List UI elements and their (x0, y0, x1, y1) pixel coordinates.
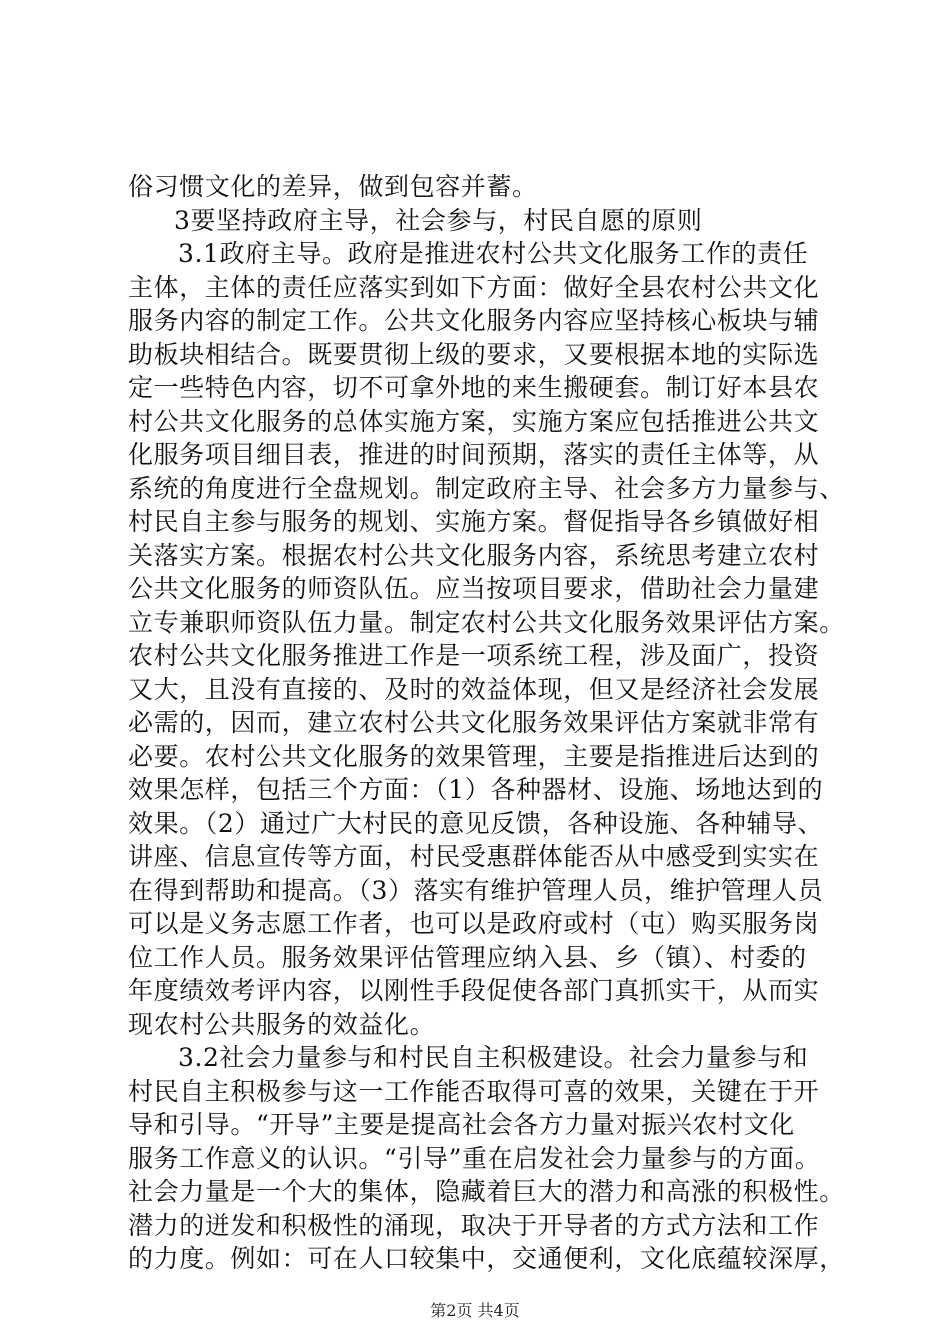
section-heading: 3要坚持政府主导，社会参与，村民自愿的原则 (174, 205, 703, 235)
body-line: 效果。（2）通过广大村民的意见反馈，各种设施、各种辅导、 (128, 808, 824, 838)
body-line: 主体，主体的责任应落实到如下方面：做好全县农村公共文化 (128, 272, 820, 302)
body-line: 服务内容的制定工作。公共文化服务内容应坚持核心板块与辅 (128, 306, 820, 335)
body-line: 俗习惯文化的差异，做到包容并蓄。 (128, 172, 538, 201)
body-line: 村民自主积极参与这一工作能否取得可喜的效果，关键在于开 (128, 1076, 820, 1106)
body-line: 化服务项目细目表，推进的时间预期，落实的责任主体等，从 (128, 440, 820, 469)
body-line: 效果怎样，包括三个方面：（1）各种器材、设施、场地达到的 (128, 775, 824, 804)
document-body (128, 170, 845, 1276)
body-line: 服务工作意义的认识。“引导”重在启发社会力量参与的方面。 (128, 1143, 821, 1173)
body-line: 社会力量是一个大的集体，隐藏着巨大的潜力和高涨的积极性。 (128, 1177, 845, 1206)
body-line: 定一些特色内容，切不可拿外地的来生搬硬套。制订好本县农 (128, 373, 820, 402)
body-line: 的力度。例如：可在人口较集中，交通便利，文化底蕴较深厚， (128, 1244, 845, 1273)
body-line: 公共文化服务的师资队伍。应当按项目要求，借助社会力量建 (128, 574, 820, 603)
body-line: 潜力的迸发和积极性的涌现，取决于开导者的方式方法和工作 (128, 1210, 820, 1240)
body-line: 必要。农村公共文化服务的效果管理，主要是指推进后达到的 (128, 741, 820, 771)
body-line: 导和引导。“开导”主要是提高社会各方力量对振兴农村文化 (128, 1110, 795, 1139)
body-line: 立专兼职师资队伍力量。制定农村公共文化服务效果评估方案。 (128, 607, 845, 637)
body-line: 助板块相结合。既要贯彻上级的要求，又要根据本地的实际选 (128, 339, 820, 369)
body-line: 农村公共文化服务推进工作是一项系统工程，涉及面广，投资 (128, 641, 820, 670)
body-line: 村公共文化服务的总体实施方案，实施方案应包括推进公共文 (128, 406, 820, 436)
body-line: 必需的，因而，建立农村公共文化服务效果评估方案就非常有 (128, 708, 820, 737)
body-line: 可以是义务志愿工作者，也可以是政府或村（屯）购买服务岗 (128, 909, 820, 938)
body-line: 村民自主参与服务的规划、实施方案。督促指导各乡镇做好相 (128, 507, 820, 536)
subsection-start-line: 3.1政府主导。政府是推进农村公共文化服务工作的责任 (178, 239, 809, 268)
body-line: 位工作人员。服务效果评估管理应纳入县、乡（镇）、村委的 (128, 942, 807, 972)
body-line: 又大，且没有直接的、及时的效益体现，但又是经济社会发展 (128, 674, 820, 704)
subsection-start-line: 3.2社会力量参与和村民自主积极建设。社会力量参与和 (178, 1043, 809, 1072)
body-line: 在得到帮助和提高。（3）落实有维护管理人员，维护管理人员 (128, 875, 824, 905)
body-line: 现农村公共服务的效益化。 (128, 1009, 436, 1039)
body-line: 讲座、信息宣传等方面，村民受惠群体能否从中感受到实实在 (128, 842, 820, 871)
body-line: 系统的角度进行全盘规划。制定政府主导、社会多方力量参与、 (128, 473, 845, 503)
body-line: 关落实方案。根据农村公共文化服务内容，系统思考建立农村 (128, 540, 820, 570)
page-number-footer: 第2页 共4页 (430, 1301, 520, 1320)
body-line: 年度绩效考评内容，以刚性手段促使各部门真抓实干，从而实 (128, 976, 820, 1005)
